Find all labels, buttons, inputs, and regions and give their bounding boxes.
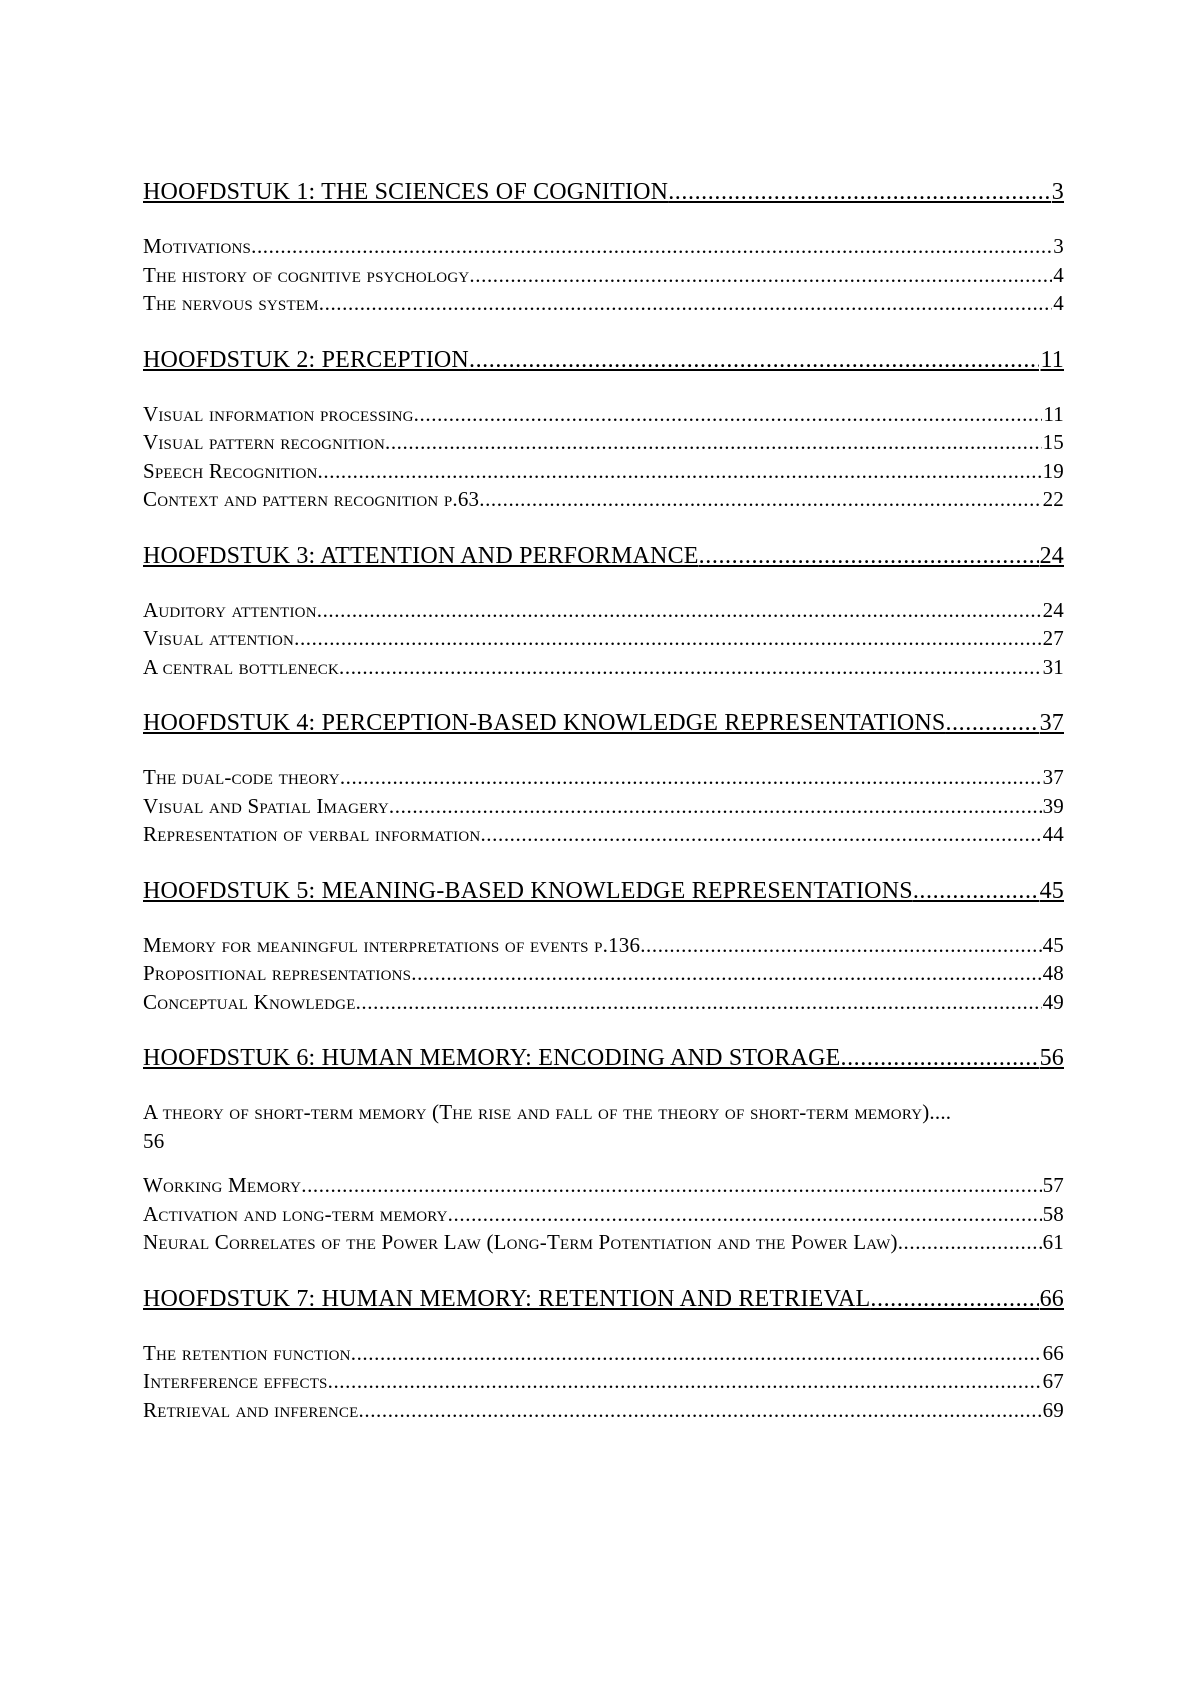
toc-chapter-heading[interactable] — [143, 709, 1064, 737]
dot-leader — [318, 457, 1042, 486]
section-page-number: 45 — [1042, 932, 1064, 957]
toc-section-entry[interactable] — [143, 1200, 1064, 1229]
section-title: Conceptual Knowledge — [143, 989, 356, 1014]
section-page-number: 57 — [1042, 1173, 1064, 1197]
dot-leader — [319, 289, 1053, 318]
chapter-title: HOOFDSTUK 6: HUMAN MEMORY: ENCODING AND STORAGE — [143, 1045, 841, 1071]
dot-leader — [359, 1396, 1042, 1425]
section-page-number: 4 — [1053, 262, 1064, 287]
chapter-title: HOOFDSTUK 1: THE SCIENCES OF COGNITION — [143, 179, 669, 205]
dot-leader — [913, 877, 1039, 905]
toc-section-entry[interactable] — [143, 596, 1064, 625]
dot-leader — [414, 400, 1043, 429]
dot-leader — [480, 820, 1041, 849]
dot-leader — [339, 653, 1042, 682]
section-title: Propositional representations — [143, 961, 412, 985]
dot-leader — [351, 1339, 1042, 1368]
toc-section-entry[interactable] — [143, 1367, 1064, 1396]
chapter-page-number: 11 — [1040, 346, 1064, 373]
section-title: Representation of verbal information — [143, 822, 481, 846]
toc-section-entry[interactable] — [143, 232, 1064, 261]
dot-leader — [898, 1228, 1042, 1257]
section-page-number: 61 — [1042, 1230, 1064, 1254]
toc-chapter-4 — [143, 709, 1064, 849]
section-title: The nervous system — [143, 291, 319, 315]
toc-section-list — [143, 1171, 1064, 1257]
dot-leader — [389, 792, 1042, 821]
section-page-number: 24 — [1042, 597, 1064, 622]
section-page-number: 49 — [1042, 989, 1064, 1014]
section-page-number: 66 — [1042, 1340, 1064, 1365]
toc-section-entry[interactable] — [143, 485, 1064, 514]
toc-section-list — [143, 763, 1064, 849]
section-page-number: 4 — [1053, 291, 1064, 315]
section-title: Neural Correlates of the Power Law (Long-Term Potentiation and the Power Law) — [143, 1230, 898, 1254]
dot-leader — [469, 346, 1040, 374]
chapter-page-number: 56 — [1039, 1045, 1064, 1071]
section-title: Interference effects — [143, 1369, 328, 1393]
toc-section-list — [143, 931, 1064, 1017]
dot-leader — [328, 1367, 1042, 1396]
toc-section-entry[interactable] — [143, 1228, 1064, 1257]
chapter-page-number: 45 — [1039, 877, 1064, 904]
section-page-number: 19 — [1042, 458, 1064, 483]
dot-leader — [411, 959, 1041, 988]
table-of-contents — [143, 178, 1064, 1452]
toc-section-entry[interactable] — [143, 931, 1064, 960]
toc-chapter-heading[interactable] — [143, 877, 1064, 905]
chapter-page-number: 3 — [1051, 179, 1064, 205]
toc-section-entry[interactable] — [143, 820, 1064, 849]
chapter-title: HOOFDSTUK 4: PERCEPTION-BASED KNOWLEDGE REPRESENTATIONS — [143, 710, 946, 736]
chapter-title: HOOFDSTUK 2: PERCEPTION — [143, 346, 469, 373]
section-title: The dual-code theory — [143, 765, 340, 789]
dot-leader — [294, 624, 1042, 653]
chapter-title: HOOFDSTUK 7: HUMAN MEMORY: RETENTION AND RETRIEVAL — [143, 1285, 871, 1312]
chapter-title: HOOFDSTUK 3: ATTENTION AND PERFORMANCE — [143, 542, 699, 569]
toc-wrapped-section-entry[interactable] — [143, 1098, 1064, 1155]
section-title: Activation and long-term memory — [143, 1201, 448, 1226]
toc-section-entry[interactable] — [143, 653, 1064, 682]
dot-leader — [870, 1285, 1038, 1313]
toc-chapter-5 — [143, 877, 1064, 1017]
toc-section-list — [143, 1339, 1064, 1425]
toc-section-entry[interactable] — [143, 261, 1064, 290]
toc-chapter-heading[interactable] — [143, 542, 1064, 570]
toc-section-entry[interactable] — [143, 289, 1064, 318]
toc-chapter-2 — [143, 346, 1064, 514]
section-title: Auditory attention — [143, 597, 317, 622]
dot-leader — [340, 763, 1042, 792]
dot-leader — [699, 542, 1039, 570]
section-title: Visual pattern recognition — [143, 430, 385, 454]
section-page-number: 11 — [1043, 401, 1064, 426]
section-page-number: 37 — [1042, 765, 1064, 789]
section-title: Memory for meaningful interpretations of events p.136 — [143, 932, 641, 957]
toc-section-entry[interactable] — [143, 792, 1064, 821]
chapter-page-number: 66 — [1039, 1285, 1064, 1312]
section-title: The retention function — [143, 1340, 351, 1365]
toc-section-list — [143, 596, 1064, 682]
wrapped-section-page-number: 56 — [143, 1128, 165, 1153]
toc-chapter-heading[interactable] — [143, 1285, 1064, 1313]
section-page-number: 27 — [1042, 626, 1064, 650]
toc-section-entry[interactable] — [143, 457, 1064, 486]
toc-chapter-heading[interactable] — [143, 346, 1064, 374]
dot-leader — [668, 178, 1051, 206]
toc-section-entry[interactable] — [143, 1171, 1064, 1200]
section-page-number: 67 — [1042, 1369, 1064, 1393]
toc-section-entry[interactable] — [143, 1396, 1064, 1425]
dot-leader — [640, 931, 1041, 960]
toc-section-entry[interactable] — [143, 763, 1064, 792]
toc-chapter-6 — [143, 1044, 1064, 1257]
section-title: Context and pattern recognition p.63 — [143, 487, 480, 511]
dot-leader — [251, 232, 1052, 261]
chapter-page-number: 24 — [1039, 542, 1064, 569]
section-title: A central bottleneck — [143, 654, 339, 679]
section-page-number: 39 — [1042, 793, 1064, 818]
section-title: Motivations — [143, 234, 252, 258]
section-title: Retrieval and inference — [143, 1397, 359, 1422]
toc-chapter-heading[interactable] — [143, 178, 1064, 206]
section-title: Visual information processing — [143, 401, 414, 426]
section-page-number: 31 — [1042, 654, 1064, 679]
dot-leader — [448, 1200, 1042, 1229]
dot-leader — [301, 1171, 1041, 1200]
chapter-page-number: 37 — [1039, 710, 1064, 736]
section-title: The history of cognitive psychology — [143, 262, 470, 287]
section-title: Visual and Spatial Imagery — [143, 793, 389, 818]
dot-leader — [356, 988, 1042, 1017]
dot-leader — [840, 1044, 1038, 1072]
section-page-number: 3 — [1053, 234, 1064, 258]
section-page-number: 15 — [1042, 430, 1064, 454]
section-page-number: 58 — [1042, 1201, 1064, 1226]
dot-leader — [317, 596, 1042, 625]
dot-leader — [469, 261, 1052, 290]
section-title: Working Memory — [143, 1173, 302, 1197]
section-title: Visual attention — [143, 626, 295, 650]
dot-leader — [479, 485, 1041, 514]
toc-section-entry[interactable] — [143, 428, 1064, 457]
toc-section-list — [143, 232, 1064, 318]
toc-section-list — [143, 400, 1064, 514]
toc-chapter-3 — [143, 542, 1064, 682]
section-page-number: 69 — [1042, 1397, 1064, 1422]
toc-chapter-1 — [143, 178, 1064, 318]
dot-leader — [385, 428, 1042, 457]
toc-chapter-heading[interactable] — [143, 1044, 1064, 1072]
toc-section-entry[interactable] — [143, 400, 1064, 429]
section-page-number: 22 — [1042, 487, 1064, 511]
toc-section-entry[interactable] — [143, 1339, 1064, 1368]
chapter-title: HOOFDSTUK 5: MEANING-BASED KNOWLEDGE REPRESENTATIONS — [143, 877, 913, 904]
toc-section-entry[interactable] — [143, 624, 1064, 653]
section-page-number: 48 — [1042, 961, 1064, 985]
wrapped-section-title: A theory of short-term memory (The rise and fall of the theory of short-term memory).... — [143, 1100, 952, 1124]
section-title: Speech Recognition — [143, 458, 318, 483]
toc-section-entry[interactable] — [143, 988, 1064, 1017]
toc-section-entry[interactable] — [143, 959, 1064, 988]
toc-chapter-7 — [143, 1285, 1064, 1425]
section-page-number: 44 — [1042, 822, 1064, 846]
dot-leader — [945, 709, 1038, 737]
